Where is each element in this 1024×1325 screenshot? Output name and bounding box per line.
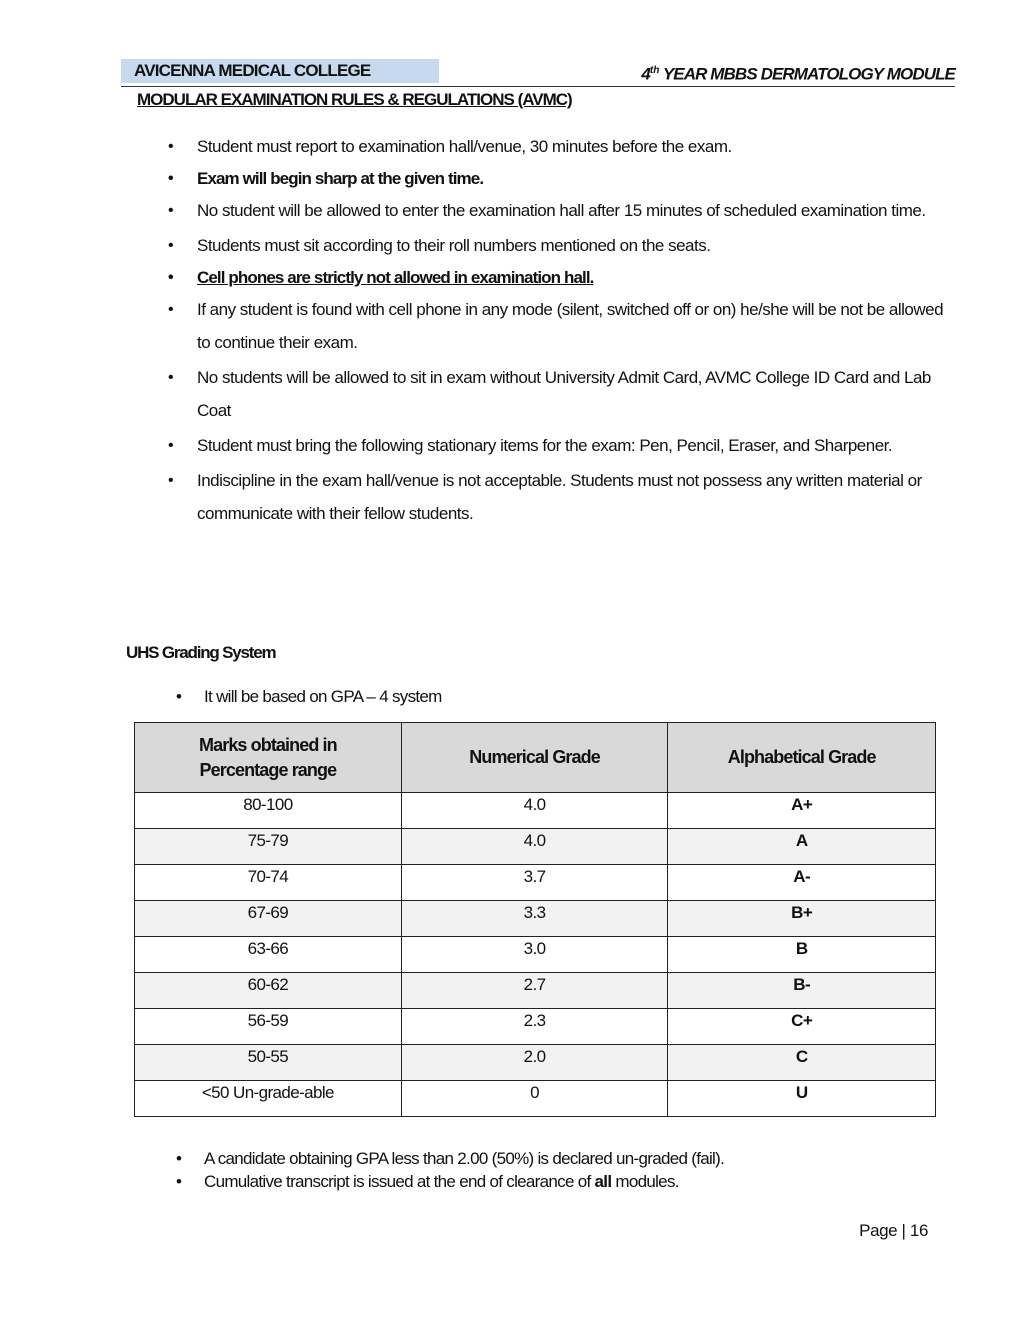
range-cell: <50 Un-grade-able bbox=[135, 1081, 402, 1117]
alpha-cell: B- bbox=[668, 973, 936, 1009]
grading-heading: UHS Grading System bbox=[126, 643, 276, 662]
table-row bbox=[135, 865, 936, 901]
range-cell: 80-100 bbox=[135, 793, 402, 829]
alpha-cell: A bbox=[668, 829, 936, 865]
header-divider bbox=[121, 86, 955, 87]
rule-item: • Student must report to examination hall/venue, 30 minutes before the exam. bbox=[164, 130, 954, 163]
alpha-cell: C+ bbox=[668, 1009, 936, 1045]
alpha-cell: U bbox=[668, 1081, 936, 1117]
alpha-cell: C bbox=[668, 1045, 936, 1081]
table-row bbox=[135, 829, 936, 865]
page-number-value: 16 bbox=[909, 1221, 928, 1240]
alpha-cell: A- bbox=[668, 865, 936, 901]
numeric-cell: 3.3 bbox=[401, 901, 668, 937]
table-row bbox=[135, 937, 936, 973]
table-header-row bbox=[135, 723, 936, 793]
college-name: AVICENNA MEDICAL COLLEGE bbox=[121, 59, 439, 83]
rule-item: • No student will be allowed to enter the examination hall after 15 minutes of scheduled examination time. bbox=[164, 194, 954, 227]
page-subtitle: MODULAR EXAMINATION RULES & REGULATIONS (AVMC) bbox=[137, 90, 572, 109]
rule-item: • Exam will begin sharp at the given time. bbox=[164, 165, 954, 192]
range-cell: 56-59 bbox=[135, 1009, 402, 1045]
numeric-cell: 4.0 bbox=[401, 829, 668, 865]
range-cell: 50-55 bbox=[135, 1045, 402, 1081]
module-year: 4 bbox=[641, 64, 650, 84]
range-cell: 75-79 bbox=[135, 829, 402, 865]
column-header-numerical: Numerical Grade bbox=[401, 723, 668, 793]
numeric-cell: 2.3 bbox=[401, 1009, 668, 1045]
rule-item-text: Cell phones are strictly not allowed in examination hall. bbox=[197, 268, 594, 287]
rule-item bbox=[164, 264, 954, 291]
footer-notes-list bbox=[172, 1147, 724, 1193]
rule-item: • Students must sit according to their roll numbers mentioned on the seats. bbox=[164, 229, 954, 262]
table-row bbox=[135, 1009, 936, 1045]
footer-note: • A candidate obtaining GPA less than 2.00 (50%) is declared un-graded (fail). bbox=[172, 1147, 724, 1170]
rule-item: • Student must bring the following stationary items for the exam: Pen, Pencil, Eraser, and Sharpener. bbox=[164, 429, 954, 462]
grading-table bbox=[134, 722, 936, 1117]
numeric-cell: 0 bbox=[401, 1081, 668, 1117]
table-row bbox=[135, 901, 936, 937]
page-number bbox=[859, 1221, 928, 1241]
rule-item: • No students will be allowed to sit in exam without University Admit Card, AVMC College ID Card and Lab Coat bbox=[164, 361, 954, 427]
numeric-cell: 2.7 bbox=[401, 973, 668, 1009]
numeric-cell: 4.0 bbox=[401, 793, 668, 829]
table-row bbox=[135, 973, 936, 1009]
table-row bbox=[135, 1081, 936, 1117]
module-name: YEAR MBBS DERMATOLOGY MODULE bbox=[659, 64, 955, 84]
rule-item: • If any student is found with cell phone in any mode (silent, switched off or on) he/she will be not be allowed to continue their exam. bbox=[164, 293, 954, 359]
table-row bbox=[135, 1045, 936, 1081]
range-cell: 63-66 bbox=[135, 937, 402, 973]
alpha-cell: B+ bbox=[668, 901, 936, 937]
range-cell: 67-69 bbox=[135, 901, 402, 937]
rule-item: • Indiscipline in the exam hall/venue is not acceptable. Students must not possess any written material or communicate with their fellow students. bbox=[164, 464, 954, 530]
alpha-cell: A+ bbox=[668, 793, 936, 829]
footer-note-text: Cumulative transcript is issued at the end of clearance of bbox=[204, 1172, 595, 1191]
numeric-cell: 3.7 bbox=[401, 865, 668, 901]
module-title bbox=[641, 59, 955, 83]
table-row bbox=[135, 793, 936, 829]
range-cell: 70-74 bbox=[135, 865, 402, 901]
alpha-cell: B bbox=[668, 937, 936, 973]
footer-note-text-end: modules. bbox=[611, 1172, 679, 1191]
numeric-cell: 2.0 bbox=[401, 1045, 668, 1081]
column-header-marks: Marks obtained in Percentage range bbox=[135, 723, 402, 793]
column-header-alphabetical: Alphabetical Grade bbox=[668, 723, 936, 793]
gpa-note: • It will be based on GPA – 4 system bbox=[172, 686, 442, 708]
range-cell: 60-62 bbox=[135, 973, 402, 1009]
exam-rules-list bbox=[164, 130, 954, 532]
footer-note-emphasis: all bbox=[594, 1172, 612, 1191]
footer-note bbox=[172, 1170, 724, 1193]
page-label: Page | bbox=[859, 1221, 910, 1240]
numeric-cell: 3.0 bbox=[401, 937, 668, 973]
module-year-suffix: th bbox=[649, 65, 660, 76]
